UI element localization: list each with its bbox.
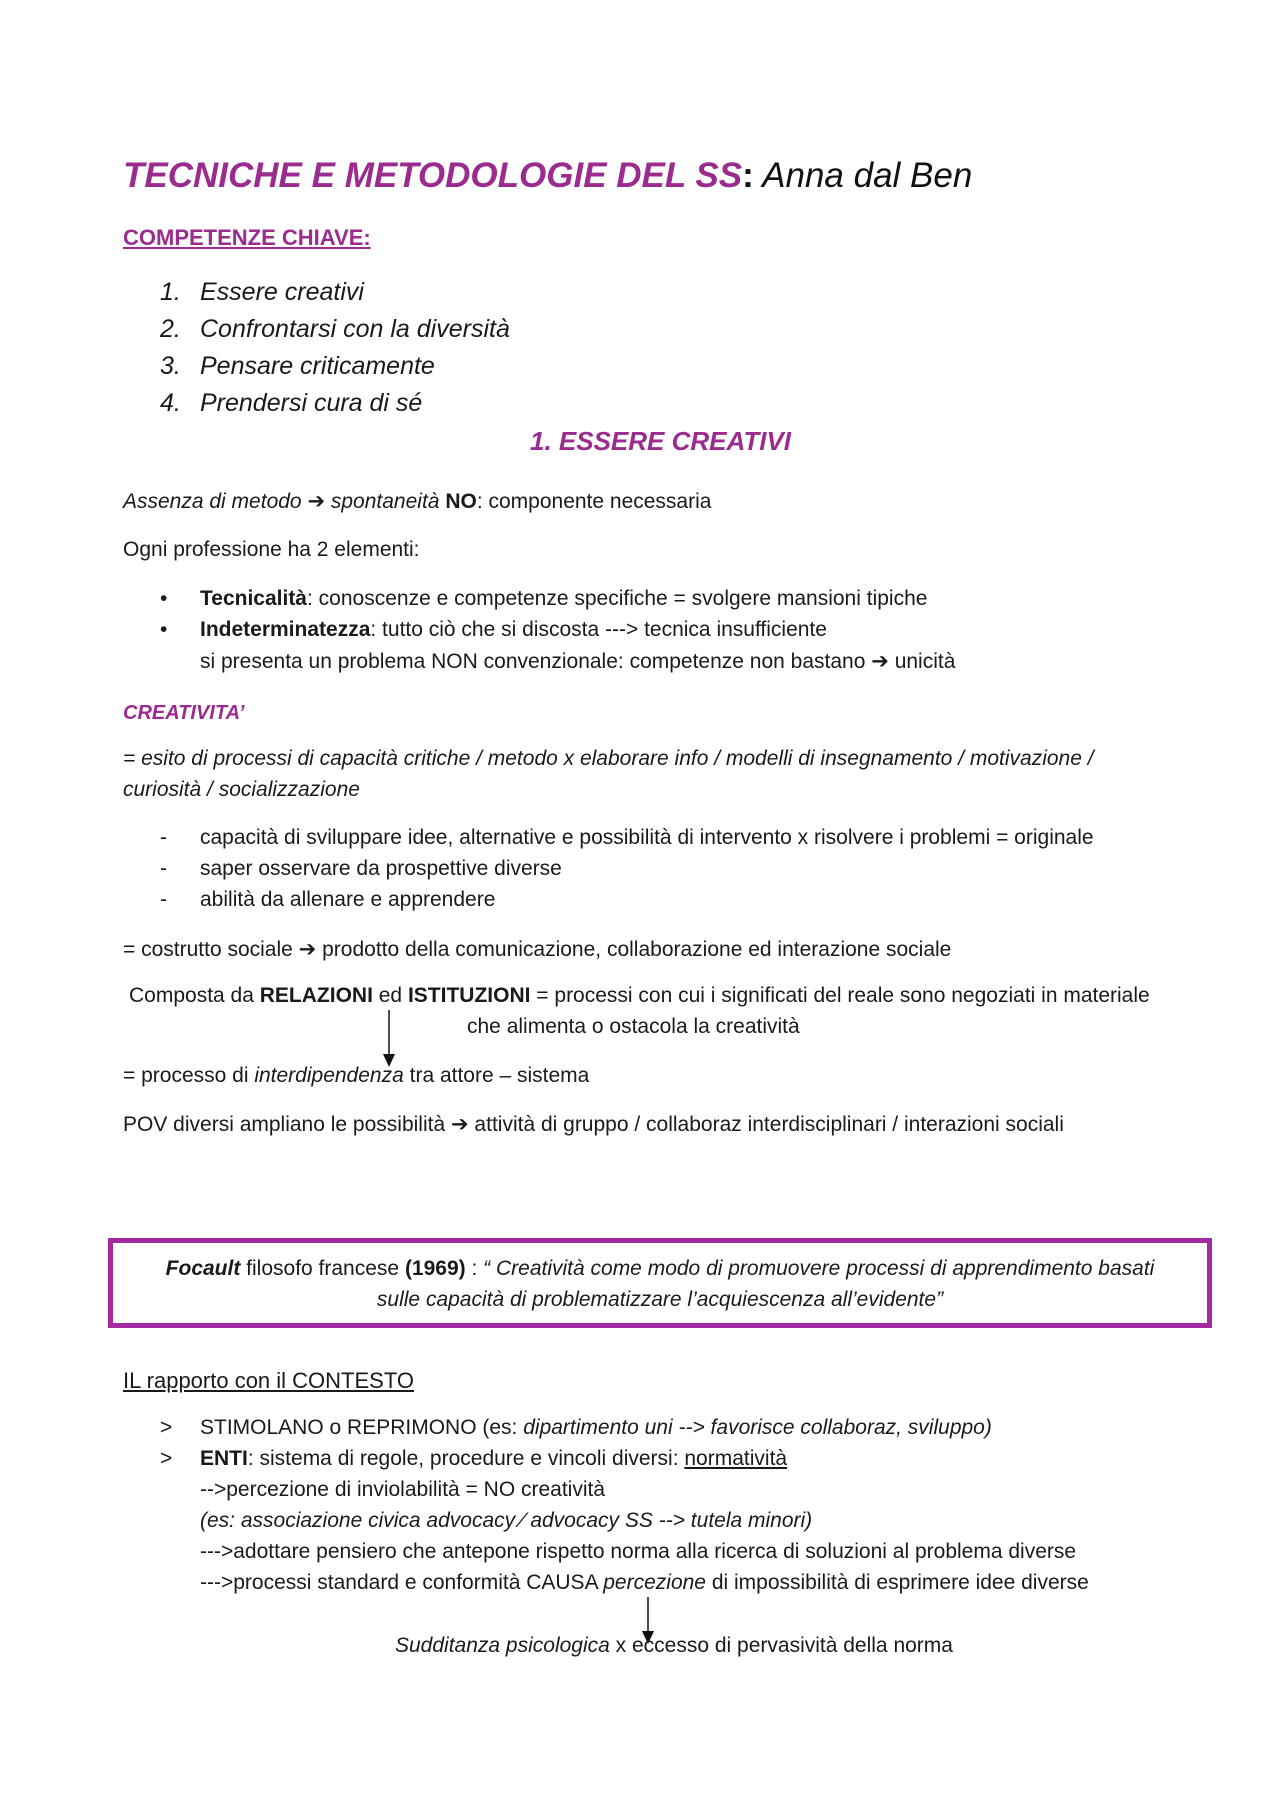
- dash-mark: -: [160, 888, 167, 911]
- c2-bold: ENTI: [200, 1447, 248, 1470]
- c2-l5-i: percezione: [603, 1571, 706, 1594]
- quote-author: Focault: [165, 1257, 241, 1280]
- item-number: 2.: [160, 315, 181, 343]
- dash-mark: -: [160, 826, 167, 849]
- bullet-icon: •: [160, 587, 168, 610]
- competences-heading: COMPETENZE CHIAVE:: [123, 225, 371, 250]
- title-colon: :: [742, 156, 754, 195]
- bullet-indeterminatezza: [160, 618, 827, 642]
- method-line: [123, 489, 711, 514]
- final-line: [395, 1634, 953, 1658]
- composition-line-2: che alimenta o ostacola la creatività: [467, 1015, 800, 1038]
- quote-text-1: “ Creatività come modo di promuovere processi di apprendimento basati: [483, 1257, 1155, 1280]
- c2-l5-a: --->processi standard e conformità CAUSA: [200, 1571, 604, 1594]
- c2-ul: normatività: [684, 1447, 788, 1470]
- final-i: Sudditanza psicologica: [395, 1634, 610, 1657]
- arrow-right-icon: ➔: [307, 490, 326, 513]
- arrow-right-icon: ➔: [298, 938, 317, 961]
- context-line-3: -->percezione di inviolabilità = NO creatività: [200, 1478, 606, 1501]
- dash-text: saper osservare da prospettive diverse: [200, 857, 562, 880]
- comp-ed: ed: [372, 984, 408, 1007]
- dash-item-2: [160, 857, 562, 881]
- creativity-heading: CREATIVITA’: [123, 702, 245, 724]
- quote-sep: :: [465, 1257, 484, 1280]
- bullet-bold: Tecnicalità: [200, 587, 307, 610]
- bullet-icon: •: [160, 618, 168, 641]
- quote-line-1: [113, 1253, 1207, 1284]
- creativity-def-1: = esito di processi di capacità critiche / metodo x elaborare info / modelli di insegnamento / motivazione /: [123, 747, 1094, 770]
- interdependence-line: [123, 1064, 589, 1088]
- title-author: Anna dal Ben: [753, 156, 973, 195]
- competence-item-2: [160, 315, 510, 344]
- dash-text: capacità di sviluppare idee, alternative e possibilità di intervento x risolvere i problemi = originale: [200, 826, 1094, 849]
- page-title: [123, 156, 972, 196]
- context-heading: IL rapporto con il CONTESTO: [123, 1368, 414, 1393]
- down-arrow-icon: [382, 1010, 396, 1068]
- context-item-1: [160, 1416, 992, 1440]
- arrow-right-icon: ➔: [871, 650, 889, 673]
- interd-b: tra attore – sistema: [403, 1064, 590, 1087]
- dash-item-3: [160, 888, 495, 912]
- item-label: Essere creativi: [200, 278, 364, 306]
- arrow-right-icon: ➔: [450, 1113, 469, 1136]
- creativity-def-2: curiosità / socializzazione: [123, 778, 360, 801]
- quote-box: [108, 1238, 1212, 1328]
- dash-mark: -: [160, 857, 167, 880]
- bullet-rest: : conoscenze e competenze specifiche = svolgere mansioni tipiche: [307, 587, 928, 610]
- quote-desc: filosofo francese: [240, 1257, 405, 1280]
- dash-text: abilità da allenare e apprendere: [200, 888, 496, 911]
- dash-item-1: [160, 826, 1094, 850]
- cont-text: si presenta un problema NON convenzionale: competenze non bastano: [200, 650, 872, 673]
- quote-year: (1969): [404, 1257, 466, 1280]
- item-label: Prendersi cura di sé: [200, 389, 423, 417]
- gt-mark: >: [160, 1416, 173, 1439]
- quote-line-2: [113, 1284, 1207, 1315]
- comp-relazioni: RELAZIONI: [259, 984, 373, 1007]
- gt-mark: >: [160, 1447, 173, 1470]
- item-number: 1.: [160, 278, 181, 306]
- method-line-a: Assenza di metodo: [123, 490, 308, 513]
- profession-line: Ogni professione ha 2 elementi:: [123, 538, 420, 561]
- c2-rest: : sistema di regole, procedure e vincoli diversi:: [247, 1447, 685, 1470]
- comp-istituzioni: ISTITUZIONI: [407, 984, 531, 1007]
- competence-item-4: [160, 389, 422, 418]
- final-rest: x eccesso di pervasività della norma: [609, 1634, 953, 1657]
- bullet-rest: : tutto ciò che si discosta ---> tecnica insufficiente: [370, 618, 827, 641]
- pov-a: POV diversi ampliano le possibilità: [123, 1113, 451, 1136]
- method-line-b: spontaneità: [325, 490, 446, 513]
- pov-b: attività di gruppo / collaboraz interdisciplinari / interazioni sociali: [468, 1113, 1064, 1136]
- interd-a: = processo di: [123, 1064, 255, 1087]
- bullet-tecnicalita: [160, 587, 927, 611]
- context-line-5: --->adottare pensiero che antepone rispetto norma alla ricerca di soluzioni al problema diverse: [200, 1540, 1077, 1563]
- c1-a: STIMOLANO o REPRIMONO (es:: [200, 1416, 524, 1439]
- c1-i: dipartimento uni --> favorisce collaboraz, sviluppo): [523, 1416, 992, 1439]
- item-label: Pensare criticamente: [200, 352, 435, 380]
- bullet-bold: Indeterminatezza: [200, 618, 371, 641]
- c2-l5-b: di impossibilità di esprimere idee diverse: [705, 1571, 1089, 1594]
- item-number: 3.: [160, 352, 181, 380]
- quote-text-2: sulle capacità di problematizzare l’acquiescenza all’evidente”: [376, 1288, 944, 1311]
- method-line-c: : componente necessaria: [476, 490, 712, 513]
- title-main: TECNICHE E METODOLOGIE DEL SS: [123, 156, 743, 195]
- competence-item-1: [160, 278, 364, 307]
- competence-item-3: [160, 352, 435, 381]
- method-line-no: NO: [445, 490, 477, 513]
- cont-end: unicità: [888, 650, 956, 673]
- context-line-6: [200, 1571, 1089, 1595]
- bullet-continuation: [200, 649, 955, 674]
- context-item-2: [160, 1447, 787, 1471]
- composition-line: [129, 984, 1150, 1008]
- context-line-4: (es: associazione civica advocacy ⁄ advocacy SS --> tutela minori): [200, 1509, 813, 1532]
- item-label: Confrontarsi con la diversità: [200, 315, 510, 343]
- comp-rest: = processi con cui i significati del reale sono negoziati in materiale: [530, 984, 1150, 1007]
- item-number: 4.: [160, 389, 181, 417]
- comp-a: Composta da: [129, 984, 260, 1007]
- interd-i: interdipendenza: [254, 1064, 404, 1087]
- social-a: = costrutto sociale: [123, 938, 299, 961]
- social-construct-line: [123, 937, 951, 962]
- section-title: 1. ESSERE CREATIVI: [530, 426, 792, 456]
- social-b: prodotto della comunicazione, collaborazione ed interazione sociale: [316, 938, 952, 961]
- pov-line: [123, 1112, 1064, 1137]
